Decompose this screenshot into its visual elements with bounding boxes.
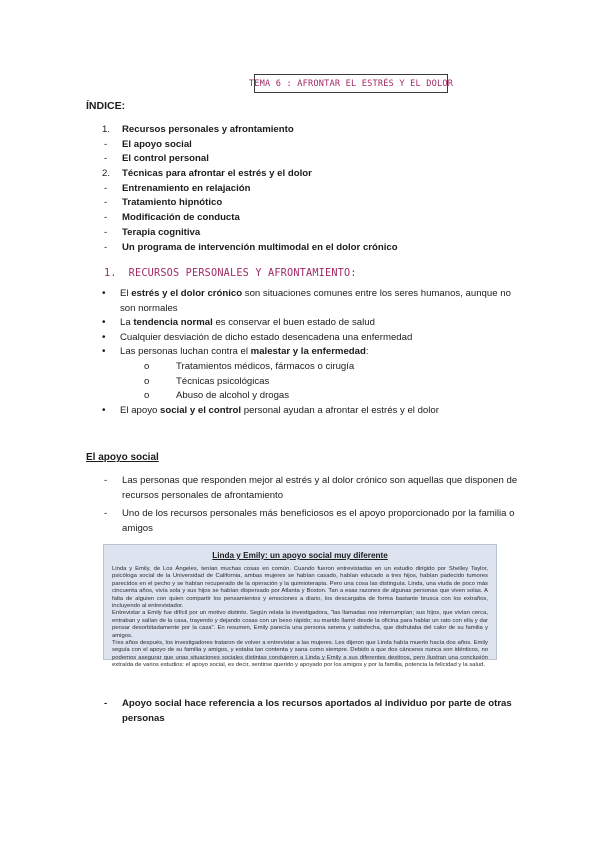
toc-item <box>100 183 530 198</box>
page-title: TEMA 6 : AFRONTAR EL ESTRÉS Y EL DOLOR <box>248 78 454 89</box>
section-1-heading <box>104 268 357 279</box>
definition-item: - Apoyo social hace referencia a los recursos aportados al individuo por parte de otras personas <box>104 698 512 724</box>
toc-marker: 1. <box>102 124 111 135</box>
toc-marker: 2. <box>102 168 111 180</box>
toc-marker: - <box>104 197 108 209</box>
toc-label: El control personal <box>122 153 209 165</box>
index-heading: ÍNDICE: <box>86 100 126 112</box>
toc-label: Entrenamiento en relajación <box>122 182 251 194</box>
section-1-number: 1. <box>104 268 117 279</box>
toc-item <box>100 168 530 183</box>
toc-item <box>100 242 530 257</box>
case-study-paragraph: Tres años después, los investigadores trataron de volver a entrevistar a las mujeres. Les dijeron que Linda había muerto hacía dos años. Emily seguía con el apoyo de su familia y amigos, y estaba tan contenta y sana como siempre. Debido a que dos cánceres nunca son idénticos, no podemos asegurar que unas situaciones sociales distintas condujeron a Linda y Emily a sus diferentes destinos, pero ilustran una conclusión extraída de varios estudios: el apoyo social, es decir, sentirse querido y apoyado por los amigos y por la familia, potencia la felicidad y la salud. <box>112 640 488 669</box>
toc-item <box>100 197 530 212</box>
bullet-dot: • <box>102 317 106 329</box>
case-study-title: Linda y Emily: un apoyo social muy diferente <box>212 551 388 560</box>
toc-marker: - <box>104 153 108 165</box>
bullet-item: • Cualquier desviación de dicho estado desencadena una enfermedad <box>100 331 520 346</box>
case-study-body <box>112 566 488 670</box>
sub-bullet-item: o Técnicas psicológicas <box>144 375 270 387</box>
toc-item <box>100 227 530 242</box>
bullet-item: • Las personas luchan contra el malestar y la enfermedad: o Tratamientos médicos, fármacos o cirugía o Técnicas psicológicas o Abuso de alcohol y drogas <box>100 345 520 403</box>
table-of-contents <box>100 124 530 256</box>
bullet-item: • El estrés y el dolor crónico son situaciones comunes entre los seres humanos, aunque no son normales <box>102 288 511 314</box>
toc-marker: - <box>104 226 108 238</box>
toc-label: El apoyo social <box>122 138 192 150</box>
sub-bullet-item: o Abuso de alcohol y drogas <box>144 390 290 402</box>
toc-marker: - <box>104 138 108 150</box>
toc-marker: - <box>104 241 108 253</box>
page-title-box <box>248 74 454 93</box>
definition-list <box>100 697 518 726</box>
sub-bullet-item: o Tratamientos médicos, fármacos o cirugía <box>144 360 355 372</box>
toc-label: Tratamiento hipnótico <box>122 197 223 209</box>
toc-marker: - <box>104 182 108 194</box>
toc-label: Técnicas para afrontar el estrés y el dolor <box>122 168 312 180</box>
toc-label: Recursos personales y afrontamiento <box>122 124 294 135</box>
case-study-paragraph: Entrevistar a Emily fue difícil por un motivo distinto. Según relata la investigadora, "las llamadas nos interrumpían; sus hijos, que vivían cerca, entraban y salían de la casa, trayendo y dejando cosas con un beso rápido; su marido llamó desde la oficina para hablar un rato con ella y dar pensar desorbitadamente por la casa". En resumen, Emily parecía una persona serena y satisfecha, que disfrutaba del calor de su familia y amigos. <box>112 610 488 639</box>
toc-marker: - <box>104 212 108 224</box>
bullet-dot: • <box>102 331 106 343</box>
bullet-dot: • <box>102 346 106 358</box>
list-item: - Las personas que responden mejor al estrés y al dolor crónico son aquellas que disponen de recursos personales de afrontamiento <box>104 475 518 501</box>
bullet-item: • La tendencia normal es conservar el buen estado de salud <box>100 316 520 331</box>
toc-label: Modificación de conducta <box>122 212 240 224</box>
toc-item <box>100 153 530 168</box>
list-item: - Uno de los recursos personales más beneficiosos es el apoyo proporcionado por la familia o amigos <box>104 508 515 534</box>
toc-label: Terapia cognitiva <box>122 226 201 238</box>
apoyo-social-list <box>100 474 518 536</box>
toc-item <box>100 124 530 139</box>
section-1-bullets <box>100 287 520 418</box>
bullet-item: • El apoyo social y el control personal ayudan a afrontar el estrés y el dolor <box>100 404 520 419</box>
toc-label: Un programa de intervención multimodal en el dolor crónico <box>122 241 398 253</box>
apoyo-social-heading: El apoyo social <box>86 452 159 463</box>
bullet-dot: • <box>102 288 106 299</box>
bullet-dot: • <box>102 404 106 416</box>
case-study-paragraph: Linda y Emily, de Los Ángeles, tenían muchas cosas en común. Cuando fueron entrevistadas en un estudio dirigido por Shelley Taylor, psicóloga social de la Universidad de California, ambas mujeres se habían casado, habían educado a tres hijos, habían padecido tumores parecidos en el pecho y se habían recuperado de la operación y la quimioterapia. Pero una cosa las distinguía. Linda, una viuda de poco más cincuenta años, vivía sola y sus hijos se habían dispersado por Atlanta y Boston. Tan a esas razones de algunas personas que viven solas. A falta de alguien con quien compartir los pensamientos y emociones a diario, los descargaba de forma bastante brusca con los extraños, incluyendo al entrevistador. <box>112 566 488 610</box>
toc-item <box>100 139 530 154</box>
section-1-title: RECURSOS PERSONALES Y AFRONTAMIENTO: <box>128 268 357 279</box>
toc-item <box>100 212 530 227</box>
case-study-box <box>103 544 497 669</box>
